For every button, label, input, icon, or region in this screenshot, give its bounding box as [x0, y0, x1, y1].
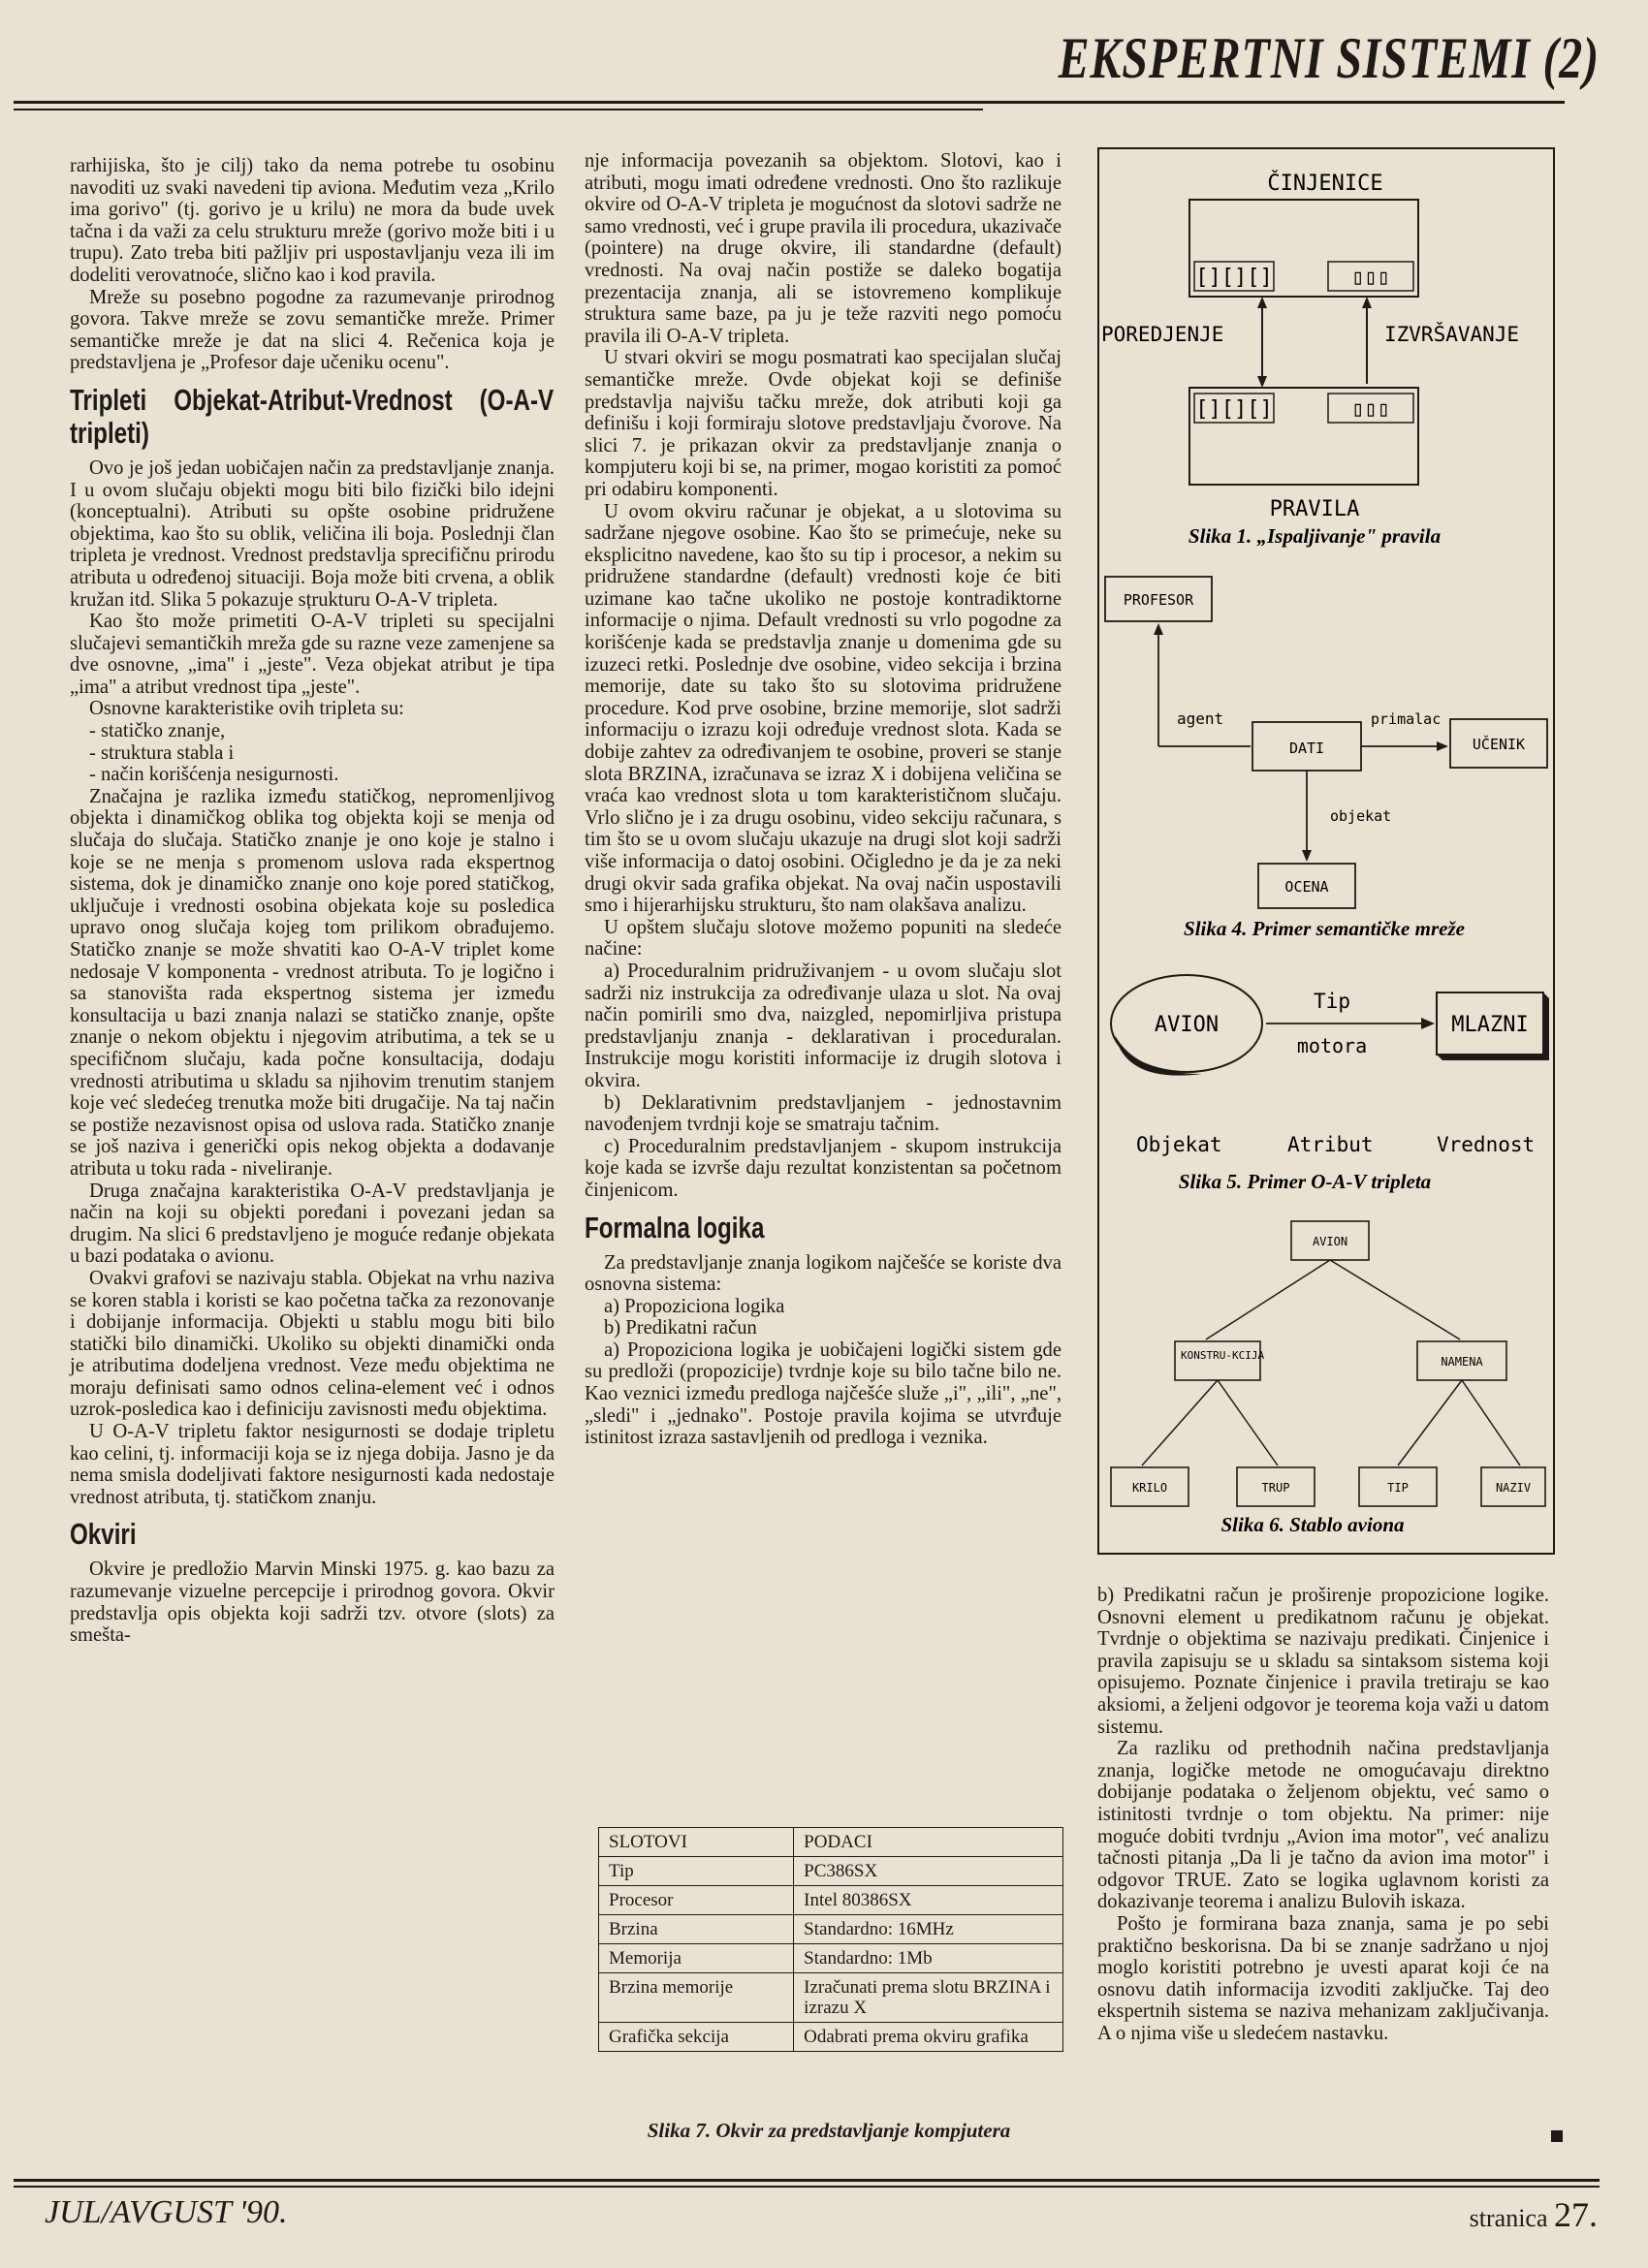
- fig5-legend-atribut: Atribut: [1287, 1133, 1374, 1156]
- paragraph: b) Deklarativnim predstavljanjem - jednostavnim navođenjem tvrdnji koje se smatraju tačnim.: [585, 1091, 1062, 1136]
- fig4-arrowhead: [1437, 741, 1448, 751]
- fig4-edge-label-objekat: objekat: [1330, 807, 1392, 825]
- paragraph: Značajna je razlika između statičkog, nepromenljivog objekta i dinamičkog oblika tog objekta koji se menja od slučaja do slučaja. Statičko znanje je ono koje je stalno i koje se ne menja s promenom uslova rada ekspertnog sistema, dok je dinamičko znanje ono koje pored statičkog, uključuje i vrednosti osobina objekata koje su posledica upravo onog slučaja kojeg tom prilikom obrađujemo. Statičko znanje se može shvatiti kao O-A-V triplet kome nedosaje V komponenta - vrednost atributa. To je logično i sa stanovišta rada ekspertnog sistema jer između konsultacija u bazi znanja nalazi se statičko znanje, opšte znanje o nekom objektu i njegovim atributima, a tek se u specifičnom slučaju, kada počne konsultacija, dodaju vrednosti atributima u skladu sa njihovim trenutim stanjem koje već sledećeg trenutka može biti drugačije. Na taj način se postiže nezavisnost opisa od uslova rada. Statičko znanje se još naziva i generički opis nekog objekta a dodavanje atributa u toku rada - niveliranje.: [70, 785, 555, 1180]
- paragraph: U opštem slučaju slotove možemo popuniti na sledeće načine:: [585, 916, 1062, 961]
- paragraph: Okvire je predložio Marvin Minski 1975. g. kao bazu za razumevanje vizuelne percepcije i prirodnog govora. Okvir predstavlja opis objekta koji sadrži tzv. otvore (slots) za smešta-: [70, 1559, 555, 1647]
- paragraph: Osnovne karakteristike ovih tripleta su:: [89, 698, 404, 720]
- footer-rule-thin: [14, 2186, 1600, 2188]
- heading-oav: Tripleti Objekat-Atribut-Vrednost (O-A-V tripleti): [70, 382, 555, 450]
- paragraph: Ovo je još jedan uobičajen način za predstavljanje znanja. I u ovom slučaju objekti mogu biti bilo fizički bilo idejni (konceptualni). Atributi su opšte osobine pridružene objektima, kao što su oblik, veličina ili boja. Poslednji član tripleta je vrednost. Vrednost predstavlja sprecifičnu prirodu atributa u određenoj situaciji. Boja može biti crvena, a oblik kružan itd. Slika 5 pokazuje sțruktur‌u O-A-V tripleta.: [70, 457, 555, 611]
- page-label: stranica: [1469, 2204, 1548, 2232]
- fig5-legend-vrednost: Vrednost: [1437, 1133, 1536, 1156]
- fig4-arrowhead: [1154, 623, 1163, 635]
- table-row: [599, 1857, 1063, 1886]
- paragraph: Druga značajna karakteristika O-A-V predstavljanja je način na koji su objekti poređani i povezani jedan sa drugim. Na slici 6 predstavljeno je moguće ređanje objekata u bazi podataka o avionu.: [70, 1180, 555, 1268]
- table-header-row: [599, 1828, 1063, 1857]
- table-cell: Memorija: [599, 1944, 794, 1973]
- fig1-arrowhead: [1362, 297, 1372, 308]
- paragraph: a) Propoziciona logika: [604, 1295, 785, 1317]
- fig1-label-top: ČINJENICE: [1267, 172, 1383, 196]
- paragraph: Kao što može primetiti O-A-V tripleti su specijalni slučajevi semantičkih mreža gde su razne veze zamenjene sa dve osnovne, „ima" i „jeste". Veza objekat atribut je tipa „ima" a atribut vrednost tipa „jeste".: [70, 611, 555, 698]
- fig1-caption: Slika 1. „Ispaljivanje" pravila: [1188, 524, 1442, 548]
- paragraph: c) Proceduralnim predstavljanjem - skupom instrukcija koje kada se izvrše daju rezultat konzistentan sa početnom činjenicom.: [585, 1135, 1062, 1201]
- header-rule-thin: [14, 109, 983, 110]
- end-of-article-mark: [1551, 2130, 1563, 2142]
- paragraph: Za predstavljanje znanja logikom najčešće se koriste dva osnovna sistema:: [585, 1251, 1062, 1296]
- table-header-cell: SLOTOVI: [599, 1828, 794, 1857]
- fig6-caption: Slika 6. Stablo aviona: [1220, 1513, 1405, 1536]
- fig1-label-left: POREDJENJE: [1101, 323, 1224, 346]
- fig5-object-label: AVION: [1154, 1013, 1220, 1037]
- table-cell: Tip: [599, 1857, 794, 1886]
- fig6-node-label: NAZIV: [1495, 1481, 1532, 1495]
- fig6-edge: [1142, 1380, 1218, 1465]
- fig6-node-label: KRILO: [1131, 1481, 1168, 1495]
- table-cell: Izračunati prema slotu BRZINA i izrazu X: [794, 1973, 1063, 2023]
- fig6-node-label: [1181, 1349, 1264, 1362]
- fig4-node-label: PROFESOR: [1123, 591, 1194, 609]
- fig1-diagram: [1097, 155, 1553, 562]
- slika-7-caption: Slika 7. Okvir za predstavljanje kompjutera: [647, 2119, 1011, 2142]
- fig6-node-label: NAMENA: [1441, 1355, 1483, 1369]
- table-row: [599, 1886, 1063, 1915]
- table-row: [599, 1944, 1063, 1973]
- paragraph: Za razliku od prethodnih načina predstavljanja znanja, logičke metode ne omogućavaju direktno dobijanje podataka o željenom objektu, već samo o istinitosti tvrdnje o tom objektu. Na primer: nije moguće dobiti tvrdnju „Avion ima motor", već analizu tačnosti pitanja „Da li je tačno da avion ima motor" i odgovor TRUE. Zato se logika uglavnom koristi za dokazivanje teorema i analizu Bulovih iskaza.: [1097, 1738, 1549, 1913]
- fig4-semantic-network: [1097, 567, 1553, 950]
- table-cell: PC386SX: [794, 1857, 1063, 1886]
- table-cell: Procesor: [599, 1886, 794, 1915]
- paragraph: U ovom okviru računar je objekat, a u slotovima su sadržane njegove osobine. Kao što se primećuje, neke su eksplicitno navedene, kao što su tip i procesor, a nekim su pridružene standardne (default) vrednosti koje će biti uzimane kao tačne ukoliko ne postoje kontradiktorne informacije o njima. Default vrednosti su vrlo pogodne za korišćenje kada se predstavlja znanje u domenima gde su izuzeci retki. Poslednje dve osobine, video sekcija i brzina memorije, date su tako što su slotovima pridružene procedure. Kod prve osobine, brzine memorije, slot sadrži informaciju o izrazu koji određuje vrednost slota. Kada se dobije zahtev za određivanjem te osobine, proveri se stanje slota BRZINA, izračunava se izraz X i dobijena veličina se vraća kao vrednost slota u tom karakterističnom slučaju. Vrlo slično je i za drugu osobinu, video sekciju računara, s tim što se u ovom slučaju ukazuje na drugi slot koji sadrži više informacija o datoj osobini. Očigledno je da je za neki drugi okvir sada grafika objekat. Na ovaj način uspostavili smo i hijerarhijsku strukturu, što nam olakšava analizu.: [585, 500, 1062, 917]
- fig6-edge: [1330, 1260, 1460, 1339]
- paragraph: b) Predikatni račun je proširenje propozicione logike. Osnovni element u predikatnom računu je objekat. Tvrdnje o objektima se nazivaju predikati. Činjenice i pravila zapisuju se u skladu sa sintaksom sistema koji opisujemo. Poznate činjenice i pravila tretiraju se kao aksiomi, a željeni odgovor je teorema koja važi u datom sistemu.: [1097, 1585, 1549, 1738]
- fig4-node-label: UČENIK: [1472, 736, 1526, 753]
- column-3: [1097, 1585, 1549, 2044]
- fig1-arrowhead: [1257, 297, 1267, 308]
- fig4-caption: Slika 4. Primer semantičke mreže: [1184, 917, 1465, 940]
- table-row: [599, 1915, 1063, 1944]
- fig6-edge: [1206, 1260, 1330, 1339]
- fig1-slot-b: ▯▯▯: [1351, 266, 1390, 290]
- fig1-label-right: IZVRŠAVANJE: [1384, 323, 1520, 346]
- table-row: [599, 2023, 1063, 2052]
- characteristics-list: [70, 720, 555, 786]
- fig5-legend-objekat: Objekat: [1136, 1133, 1222, 1156]
- paragraph: a) Proceduralnim pridruživanjem - u ovom slučaju slot sadrži niz instrukcija za određivanje ulaza u slot. Na ovaj način pomirili smo dva, naizgled, nepomirljiva pristupa predstavljanju znanja - deklarativan i proceduralan. Instrukcije mogu koristiti informacije iz drugih slotova i okvira.: [585, 960, 1062, 1091]
- slots-table: [598, 1827, 1063, 2052]
- header-rule: [14, 101, 1565, 104]
- paragraph: U stvari okviri se mogu posmatrati kao specijalan slučaj semantičke mreže. Ovde objekat koji se definiše predstavlja najvišu tačku mreže, dok atributi koji ga definišu i koji formiraju slotove predstavljaju čvorove. Na slici 7. je prikazan okvir za predstavljanje znanja o kompjuteru koji bi se, na primer, mogao koristiti za pomoć pri odabiru komponenti.: [585, 347, 1062, 500]
- list-item: - statičko znanje,: [89, 720, 555, 742]
- paragraph: Mreže su posebno pogodne za razumevanje prirodnog govora. Takve mreže se zovu semantičke mreže. Primer semantičke mreže je dat na slici 4. Rečenica koja je predstavljena je „Profesor daje učeniku ocenu".: [70, 286, 555, 374]
- heading-formalna-logika: Formalna logika: [585, 1210, 765, 1244]
- table-cell: Standardno: 16MHz: [794, 1915, 1063, 1944]
- fig1-arrowhead: [1257, 376, 1267, 388]
- table-cell: Odabrati prema okviru grafika: [794, 2023, 1063, 2052]
- fig6-edge: [1462, 1380, 1520, 1465]
- table-cell: Grafička sekcija: [599, 2023, 794, 2052]
- list-item: - način korišćenja nesigurnosti.: [89, 764, 555, 786]
- table-row: [599, 1973, 1063, 2023]
- fig4-edge-label-agent: agent: [1177, 709, 1224, 728]
- section-title: EKSPERTNI SISTEMI (2): [1058, 26, 1600, 90]
- table-cell: Brzina: [599, 1915, 794, 1944]
- fig5-attr-line2: motora: [1296, 1034, 1368, 1057]
- table-header-cell: PODACI: [794, 1828, 1063, 1857]
- fig6-tree: [1097, 1212, 1553, 1541]
- column-1: [70, 155, 555, 1647]
- paragraph: U O-A-V tripletu faktor nesigurnosti se dodaje tripletu kao celini, tj. informaciji koja se iz njega dobija. Jasno je da nema smisla dodeljivati faktore nesigurnosti kada nedostaje vrednost atributa, tj. statičkom znanju.: [70, 1421, 555, 1508]
- fig6-node-label: TIP: [1387, 1481, 1409, 1495]
- fig5-ellipse-shadow: [1115, 1035, 1202, 1076]
- fig6-edge: [1398, 1380, 1462, 1465]
- heading-okviri: Okviri: [70, 1517, 137, 1552]
- table-cell: Intel 80386SX: [794, 1886, 1063, 1915]
- fig5-attr-line1: Tip: [1314, 990, 1350, 1013]
- fig6-node-label: AVION: [1312, 1235, 1348, 1248]
- paragraph: nje informacija povezanih sa objektom. Slotovi, kao i atributi, mogu imati određene vrednosti. Ono što razlikuje okvire od O-A-V tripleta je mogućnost da slotovi sadrže ne samo vrednosti, već i grupe pravila ili procedura, ukazivače (pointere) na druge okvire, ili standardne (default) vrednosti. Na ovaj način postiže se daleko bogatija prezentacija znanja, ali se istovremeno komplikuje struktura same baze, pa ju je teže razviti nego pomoću pravila ili O-A-V tripleta.: [585, 150, 1062, 347]
- list-item: - struktura stabla i: [89, 742, 555, 765]
- fig1-slot-a: [][][]: [1195, 266, 1273, 290]
- fig5-oav-triplet: [1097, 960, 1553, 1212]
- table-cell: Standardno: 1Mb: [794, 1944, 1063, 1973]
- fig5-caption: Slika 5. Primer O-A-V tripleta: [1178, 1170, 1432, 1193]
- fig1-label-bottom: PRAVILA: [1269, 497, 1360, 521]
- paragraph: Ovakvi grafovi se nazivaju stabla. Objekat na vrhu naziva se koren stabla i koristi se kao početna tačka za rezonovanje i dobijanje informacija. Objekti u stablu mogu biti bilo statički bilo dinamički. Ukoliko su objekti dinamički onda je atributima dodeljena vrednost. Veze među objektima ne moraju definisati samo odnos celina-element već i odnos uzrok-posledica kao i definiciju zavisnosti među objektima.: [70, 1267, 555, 1421]
- table-cell: Brzina memorije: [599, 1973, 794, 2023]
- paragraph: b) Predikatni račun: [604, 1317, 757, 1339]
- paragraph: rarhijiska, što je cilj) tako da nema potrebe tu osobinu navoditi uz svaki navedeni tip aviona. Međutim veza „Krilo ima gorivo" (tj. gorivo je u krilu) ne mora da bude uvek tačna i da važi za celu strukturu mreže (gorivo može biti i u trupu). Zato treba biti pažljiv pri uspostavljanju veza ili im dodeliti verovatnoće, slično kao i kod pravila.: [70, 155, 555, 286]
- paragraph: Pošto je formirana baza znanja, sama je po sebi praktično beskorisna. Da bi se znanje sadržano u njoj moglo koristiti potrebno je uvesti aparat koji će na osnovu datih informacija izvoditi zaključke. Taj deo ekspertnih sistema se naziva mehanizam zaključivanja. A o njima više u sledećem nastavku.: [1097, 1912, 1549, 2044]
- fig1-slot-b: ▯▯▯: [1351, 397, 1390, 422]
- fig4-node-label: OCENA: [1284, 878, 1329, 896]
- fig6-edge: [1218, 1380, 1278, 1465]
- issue-date: JUL/AVGUST '90.: [45, 2194, 288, 2230]
- fig5-arrowhead: [1421, 1018, 1435, 1029]
- fig1-slot-a: [][][]: [1195, 397, 1273, 422]
- slika-7-frame: [598, 1827, 1063, 2052]
- paragraph: a) Propoziciona logika je uobičajeni logički sistem gde su predloži (propozicije) tvrdnje koje su bilo tačne bilo ne. Kao veznici između predloga najčešće služe „i", „ili", „ne", „sledi" i „jednako". Postoje pravila kojima se utvrđuje istinitost izraza sastavljenih od predloga i veznika.: [585, 1339, 1062, 1449]
- fig6-konstrukcija-text: KONSTRU-KCIJA: [1181, 1349, 1265, 1362]
- fig4-edge-label-primalac: primalac: [1371, 710, 1442, 728]
- page-number-block: [1470, 2194, 1598, 2235]
- column-2: [585, 150, 1062, 1449]
- fig4-arrowhead: [1302, 850, 1312, 862]
- fig5-value-label: MLAZNI: [1451, 1013, 1529, 1037]
- fig6-node-label: TRUP: [1261, 1481, 1290, 1495]
- fig4-node-label: DATI: [1288, 740, 1325, 757]
- page-number: 27.: [1554, 2195, 1598, 2234]
- footer-rule: [14, 2179, 1600, 2182]
